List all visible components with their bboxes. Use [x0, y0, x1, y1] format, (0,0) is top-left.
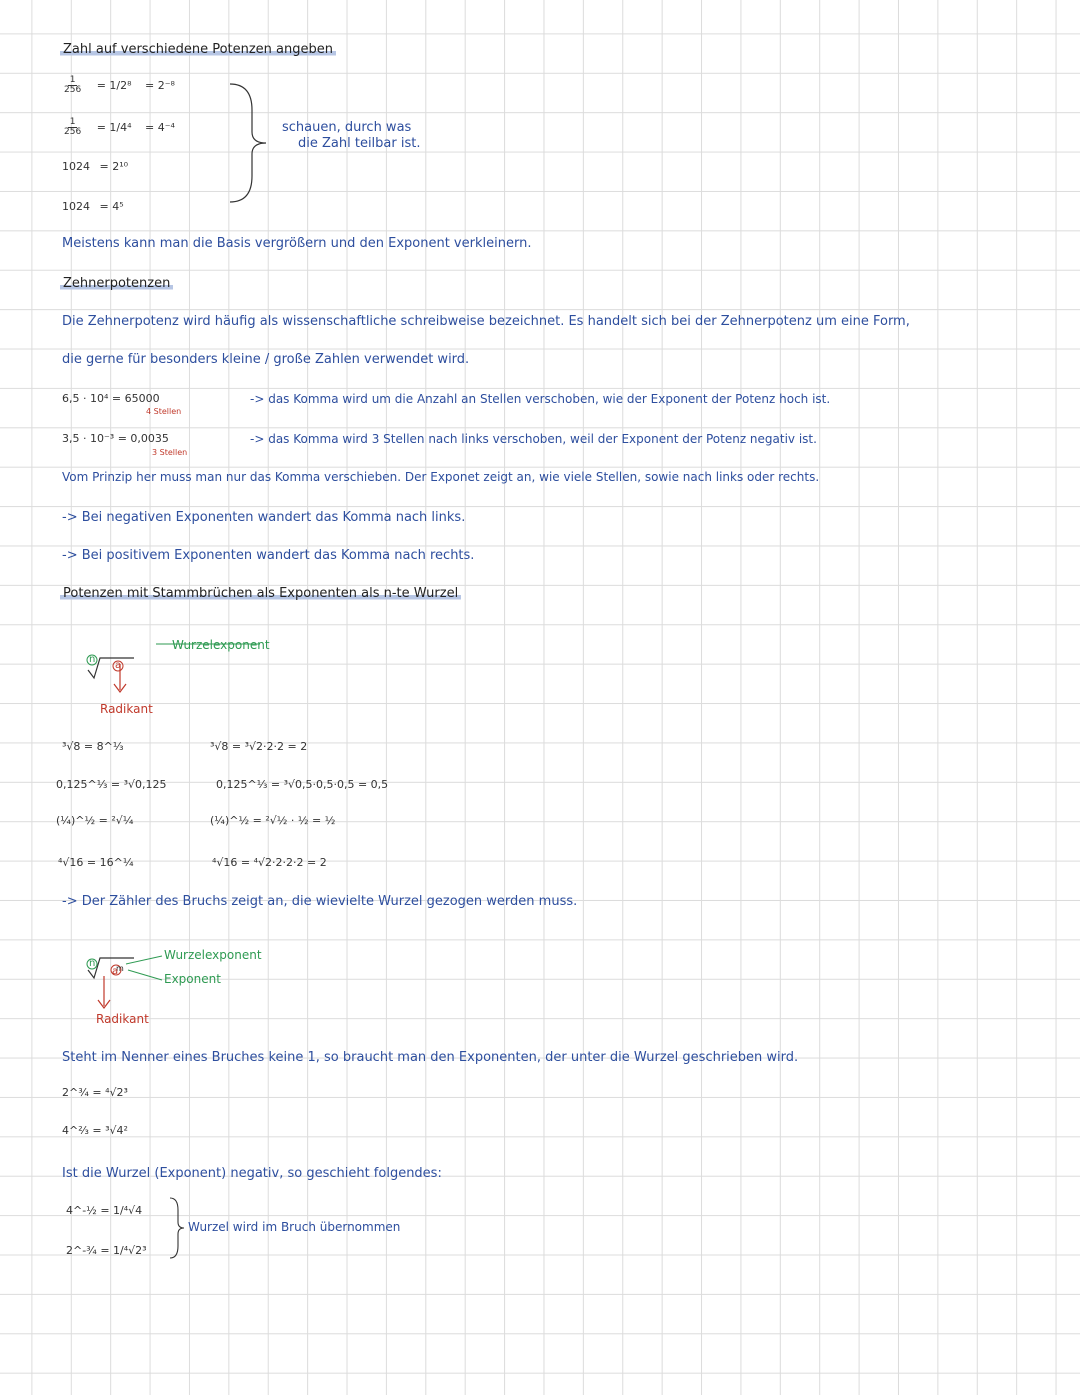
brace-note: Wurzel wird im Bruch übernommen	[188, 1220, 401, 1234]
example-left-3: (¼)^½ = ²√¼	[56, 814, 134, 827]
conclusion-text: -> Der Zähler des Bruchs zeigt an, die wievielte Wurzel gezogen werden muss.	[62, 894, 578, 909]
math-line-4-left: 1024	[62, 200, 90, 213]
math-line-3-eq1: = 2¹⁰	[99, 160, 129, 173]
diagram2-exponent: m	[116, 964, 124, 973]
diagram2-label-exponent: Exponent	[164, 972, 221, 986]
diagram2-radicand: a	[112, 966, 119, 977]
example-2-explain: -> das Komma wird 3 Stellen nach links verschoben, weil der Exponent der Potenz negativ ist.	[250, 432, 817, 446]
math-line-2-eq1: = 1/4⁴	[96, 120, 132, 134]
diagram1-radicand: a	[115, 660, 122, 671]
math-line-1-eq2: = 2⁻⁸	[145, 78, 175, 92]
small-brace-icon	[164, 1196, 188, 1260]
diagram2-index: n	[89, 958, 96, 969]
denominator-example-2: 4^⅔ = ³√4²	[62, 1124, 128, 1137]
example-2-expr: 3,5 · 10⁻³ = 0,0035	[62, 432, 169, 445]
curly-brace-icon	[222, 80, 272, 206]
example-1-expr: 6,5 · 10⁴ = 65000	[62, 392, 160, 405]
example-right-3: (¼)^½ = ²√½ · ½ = ½	[210, 814, 336, 827]
section-heading-wurzel: Potenzen mit Stammbrüchen als Exponenten als n-te Wurzel	[60, 586, 461, 601]
divisibility-note-line1: schauen, durch was	[282, 120, 412, 135]
example-right-4: ⁴√16 = ⁴√2·2·2·2 = 2	[212, 856, 327, 869]
diagram2-label-radicand: Radikant	[96, 1012, 149, 1026]
example-right-2: 0,125^⅓ = ³√0,5·0,5·0,5 = 0,5	[216, 778, 389, 791]
divisibility-note-line2: die Zahl teilbar ist.	[298, 136, 421, 151]
example-left-2: 0,125^⅓ = ³√0,125	[56, 778, 167, 791]
diagram1-index: n	[89, 654, 96, 665]
math-line-4	[62, 200, 124, 213]
example-left-4: ⁴√16 = 16^¼	[58, 856, 134, 869]
math-line-2-eq2: = 4⁻⁴	[145, 120, 175, 134]
denominator-example-1: 2^¾ = ⁴√2³	[62, 1086, 128, 1099]
math-line-4-eq1: = 4⁵	[99, 200, 124, 213]
intro-line-2: die gerne für besonders kleine / große Zahlen verwendet wird.	[62, 352, 470, 367]
intro-line-1: Die Zehnerpotenz wird häufig als wissenschaftliche schreibweise bezeichnet. Es handelt sich bei der Zehnerpotenz um eine Form,	[62, 314, 910, 329]
example-1-note: 4 Stellen	[146, 407, 182, 416]
denominator-note: Steht im Nenner eines Bruches keine 1, so braucht man den Exponenten, der unter die Wurzel geschrieben wird.	[62, 1050, 799, 1065]
math-line-1-eq1: = 1/2⁸	[96, 78, 132, 92]
rule-negative: -> Bei negativen Exponenten wandert das Komma nach links.	[62, 510, 466, 525]
example-right-1: ³√8 = ³√2·2·2 = 2	[210, 740, 308, 753]
example-1-explain: -> das Komma wird um die Anzahl an Stellen verschoben, wie der Exponent der Potenz hoch ist.	[250, 392, 831, 406]
negative-note: Ist die Wurzel (Exponent) negativ, so geschieht folgendes:	[62, 1166, 442, 1181]
section-heading-zehnerpotenzen: Zehnerpotenzen	[60, 276, 173, 291]
math-line-3-left: 1024	[62, 160, 90, 173]
example-2-note: 3 Stellen	[152, 448, 188, 457]
summary-text: Meistens kann man die Basis vergrößern und den Exponent verkleinern.	[62, 236, 532, 251]
rule-positive: -> Bei positivem Exponenten wandert das Komma nach rechts.	[62, 548, 475, 563]
example-left-1: ³√8 = 8^⅓	[62, 740, 124, 753]
math-line-1: $\frac{1}{256}$ = 1/2⁸ = 2⁻⁸	[64, 75, 175, 95]
section-heading-powers: Zahl auf verschiedene Potenzen angeben	[60, 42, 336, 57]
divisibility-note	[282, 120, 420, 152]
diagram1-label-exponent: Wurzelexponent	[172, 638, 270, 652]
diagram1-label-radicand: Radikant	[100, 702, 153, 716]
math-line-3	[62, 160, 128, 173]
negative-example-2: 2^-¾ = 1/⁴√2³	[66, 1244, 147, 1257]
diagram2-label-root-exponent: Wurzelexponent	[164, 948, 262, 962]
math-line-2: $\frac{1}{256}$ = 1/4⁴ = 4⁻⁴	[64, 117, 175, 137]
principle-text: Vom Prinzip her muss man nur das Komma verschieben. Der Exponet zeigt an, wie viele Stellen, sowie nach links oder rechts.	[62, 470, 820, 484]
negative-example-1: 4^-½ = 1/⁴√4	[66, 1204, 143, 1217]
